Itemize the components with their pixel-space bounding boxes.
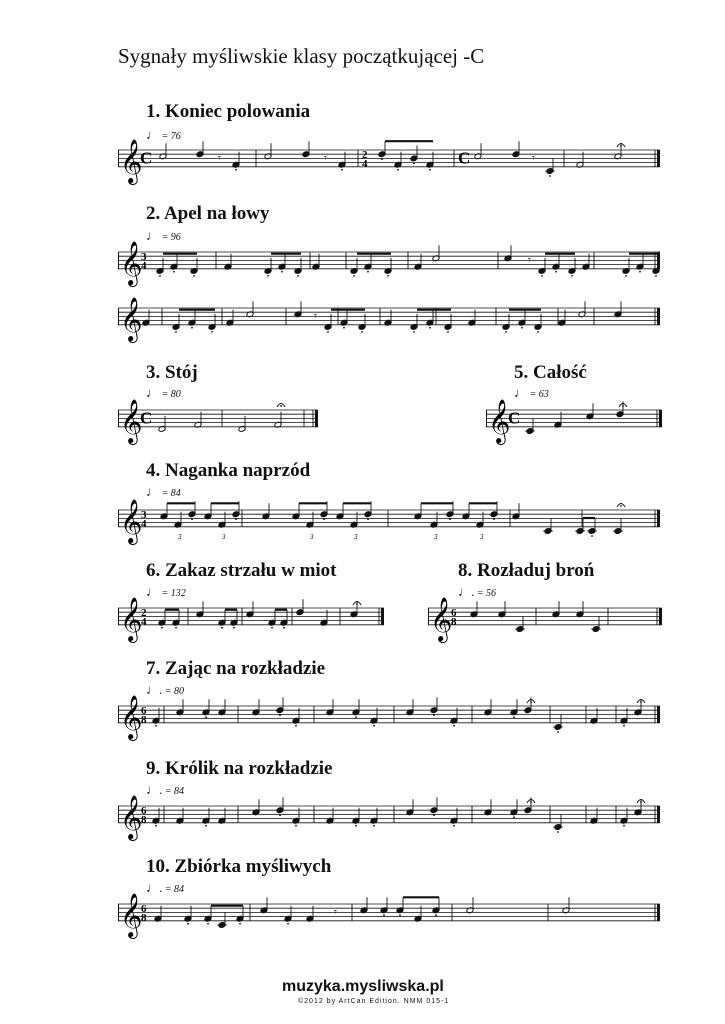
time-signature: C	[458, 148, 471, 168]
staccato-dot	[295, 725, 297, 727]
treble-clef-icon: 𝄞	[488, 398, 511, 443]
quarter-note-icon: ♩	[514, 385, 527, 400]
staccato-dot	[279, 714, 281, 716]
staccato-dot	[175, 627, 177, 629]
staccato-dot	[383, 914, 385, 916]
staccato-dot	[235, 169, 237, 171]
staccato-dot	[433, 814, 435, 816]
staccato-dot	[387, 275, 389, 277]
time-signature: C	[508, 408, 521, 428]
staccato-dot	[211, 331, 213, 333]
triplet-mark: 3	[310, 532, 314, 541]
staccato-dot	[161, 627, 163, 629]
rest-icon: 𝄾	[532, 151, 535, 165]
staccato-dot	[361, 331, 363, 333]
signal-7	[146, 658, 325, 680]
staccato-dot	[453, 825, 455, 827]
staff	[428, 596, 662, 641]
staccato-dot	[159, 275, 161, 277]
page-title: Sygnały myśliwskie klasy początkującej -C	[118, 44, 485, 68]
staccato-dot	[549, 175, 551, 177]
staccato-dot	[429, 327, 431, 329]
triplet-mark: 3	[480, 532, 484, 541]
tempo-mark: ♩. = 80	[146, 682, 184, 697]
staccato-dot	[373, 825, 375, 827]
staff	[118, 398, 318, 443]
time-signature-top: 2	[362, 148, 368, 161]
triplet-mark: 3	[222, 532, 226, 541]
time-signature-top: 6	[141, 902, 147, 915]
staccato-dot	[433, 714, 435, 716]
staccato-dot	[239, 923, 241, 925]
treble-clef-icon: 𝄞	[120, 138, 143, 183]
dotted-quarter-note-icon: ♩.	[146, 682, 163, 697]
tempo-mark: ♩ = 132	[146, 584, 186, 599]
staccato-dot	[493, 518, 495, 520]
footer-copyright: ©2012 by ArtCan Edition. NMM 015-1	[298, 998, 450, 1005]
staccato-dot	[373, 725, 375, 727]
triplet-mark: 3	[434, 532, 438, 541]
staccato-dot	[429, 169, 431, 171]
staccato-dot	[537, 331, 539, 333]
staccato-dot	[193, 275, 195, 277]
signal-title: 7. Zając na rozkładzie	[146, 658, 326, 679]
triplet-mark: 3	[354, 532, 358, 541]
staccato-dot	[505, 331, 507, 333]
tempo-mark: ♩. = 84	[146, 782, 184, 797]
rest-icon: 𝄾	[314, 309, 317, 323]
staccato-dot	[413, 331, 415, 333]
staccato-dot	[381, 158, 383, 160]
signal-title: 9. Królik na rozkładzie	[146, 758, 333, 779]
signal-title: 4. Naganka naprzód	[146, 460, 311, 481]
time-signature-bottom: 4	[141, 517, 147, 530]
time-signature: C	[140, 148, 153, 168]
tempo-mark: ♩ = 96	[146, 228, 181, 243]
staff	[118, 694, 660, 739]
staff	[118, 296, 660, 341]
staff	[118, 498, 660, 543]
staccato-dot	[281, 271, 283, 273]
staccato-dot	[327, 331, 329, 333]
dotted-quarter-note-icon: ♩.	[146, 782, 163, 797]
staccato-dot	[271, 627, 273, 629]
time-signature-bottom: 4	[141, 259, 147, 272]
staccato-dot	[453, 725, 455, 727]
time-signature-bottom: 8	[141, 713, 147, 726]
signal-title: 2. Apel na łowy	[146, 203, 270, 224]
signal-9	[146, 758, 332, 780]
staccato-dot	[355, 716, 357, 718]
signal-title: 6. Zakaz strzału w miot	[146, 560, 337, 581]
tempo-mark: ♩ = 80	[146, 385, 181, 400]
signal-3	[146, 362, 198, 384]
time-signature-top: 2	[141, 606, 147, 619]
staccato-dot	[447, 331, 449, 333]
treble-clef-icon: 𝄞	[120, 892, 143, 937]
fermata-dot	[640, 701, 642, 703]
staccato-dot	[341, 169, 343, 171]
fermata-dot	[530, 701, 532, 703]
staccato-dot	[155, 825, 157, 827]
staccato-dot	[191, 518, 193, 520]
signal-title: 1. Koniec polowania	[146, 101, 311, 122]
time-signature-bottom: 4	[141, 615, 147, 628]
staccato-dot	[279, 814, 281, 816]
staccato-dot	[187, 923, 189, 925]
staccato-dot	[155, 725, 157, 727]
tempo-mark: ♩ = 63	[514, 385, 549, 400]
treble-clef-icon: 𝄞	[120, 296, 143, 341]
fermata-dot	[640, 801, 642, 803]
staff	[118, 596, 384, 641]
quarter-note-icon: ♩	[146, 385, 159, 400]
staccato-dot	[175, 331, 177, 333]
dotted-quarter-note-icon: ♩.	[458, 584, 475, 599]
staccato-dot	[521, 327, 523, 329]
quarter-note-icon: ♩	[146, 127, 159, 142]
staccato-dot	[283, 627, 285, 629]
staccato-dot	[343, 327, 345, 329]
rest-icon: 𝄾	[334, 905, 337, 919]
signal-title: 3. Stój	[146, 362, 198, 383]
staccato-dot	[513, 816, 515, 818]
rest-icon: 𝄾	[218, 151, 221, 165]
treble-clef-icon: 𝄞	[120, 694, 143, 739]
signal-4	[146, 460, 310, 482]
staccato-dot	[397, 169, 399, 171]
staccato-dot	[221, 627, 223, 629]
footer-url: muzyka.mysliwska.pl	[282, 978, 444, 995]
time-signature-top: 3	[141, 250, 147, 263]
staccato-dot	[655, 275, 657, 277]
staccato-dot	[355, 825, 357, 827]
staccato-dot	[513, 716, 515, 718]
staccato-dot	[571, 275, 573, 277]
staccato-dot	[639, 271, 641, 273]
fermata-dot	[620, 145, 622, 147]
signal-10	[146, 856, 331, 878]
staccato-dot	[435, 914, 437, 916]
signal-8	[458, 560, 594, 582]
signal-2	[146, 203, 270, 225]
fermata-dot	[620, 505, 622, 507]
staccato-dot	[557, 831, 559, 833]
staccato-dot	[591, 535, 593, 537]
time-signature-top: 6	[141, 804, 147, 817]
fermata-dot	[280, 405, 282, 407]
treble-clef-icon: 𝄞	[430, 596, 453, 641]
treble-clef-icon: 𝄞	[120, 240, 143, 285]
rest-icon: 𝄾	[324, 151, 327, 165]
staccato-dot	[557, 731, 559, 733]
quarter-note-icon: ♩	[146, 584, 159, 599]
staccato-dot	[295, 825, 297, 827]
time-signature-top: 6	[451, 606, 457, 619]
staff	[118, 240, 660, 285]
rest-icon: 𝄾	[528, 253, 531, 267]
time-signature-top: 3	[141, 508, 147, 521]
staccato-dot	[367, 271, 369, 273]
staff	[118, 794, 660, 839]
staccato-dot	[205, 825, 207, 827]
staccato-dot	[625, 275, 627, 277]
time-signature-bottom: 8	[141, 911, 147, 924]
staccato-dot	[323, 518, 325, 520]
staccato-dot	[287, 923, 289, 925]
staccato-dot	[449, 518, 451, 520]
time-signature: C	[140, 408, 153, 428]
staccato-dot	[367, 518, 369, 520]
fermata-dot	[530, 801, 532, 803]
staccato-dot	[205, 716, 207, 718]
staccato-dot	[207, 923, 209, 925]
treble-clef-icon: 𝄞	[120, 596, 143, 641]
staccato-dot	[297, 275, 299, 277]
signal-title: 8. Rozładuj broń	[458, 560, 595, 581]
staccato-dot	[267, 275, 269, 277]
staccato-dot	[623, 725, 625, 727]
quarter-note-icon: ♩	[146, 484, 159, 499]
triplet-mark: 3	[178, 532, 182, 541]
signal-1	[146, 101, 310, 123]
treble-clef-icon: 𝄞	[120, 398, 143, 443]
staccato-dot	[233, 627, 235, 629]
staff	[118, 138, 660, 183]
staccato-dot	[235, 518, 237, 520]
staccato-dot	[555, 271, 557, 273]
dotted-quarter-note-icon: ♩.	[146, 880, 163, 895]
fermata-dot	[622, 405, 624, 407]
tempo-mark: ♩ = 76	[146, 127, 181, 142]
treble-clef-icon: 𝄞	[120, 498, 143, 543]
time-signature-bottom: 4	[362, 157, 368, 170]
quarter-note-icon: ♩	[146, 228, 159, 243]
signal-6	[146, 560, 337, 582]
staccato-dot	[541, 275, 543, 277]
staff	[118, 892, 660, 937]
time-signature-bottom: 8	[141, 813, 147, 826]
staccato-dot	[191, 327, 193, 329]
signal-title: 5. Całość	[514, 362, 587, 383]
tempo-mark: ♩. = 84	[146, 880, 184, 895]
staccato-dot	[413, 163, 415, 165]
signal-5	[514, 362, 587, 384]
fermata-dot	[356, 603, 358, 605]
time-signature-bottom: 8	[451, 615, 457, 628]
staccato-dot	[173, 271, 175, 273]
staccato-dot	[353, 275, 355, 277]
tempo-mark: ♩ = 84	[146, 484, 181, 499]
treble-clef-icon: 𝄞	[120, 794, 143, 839]
tempo-mark: ♩. = 56	[458, 584, 496, 599]
signal-title: 10. Zbiórka myśliwych	[146, 856, 332, 877]
staff	[486, 398, 662, 443]
staccato-dot	[623, 825, 625, 827]
staccato-dot	[399, 914, 401, 916]
time-signature-top: 6	[141, 704, 147, 717]
